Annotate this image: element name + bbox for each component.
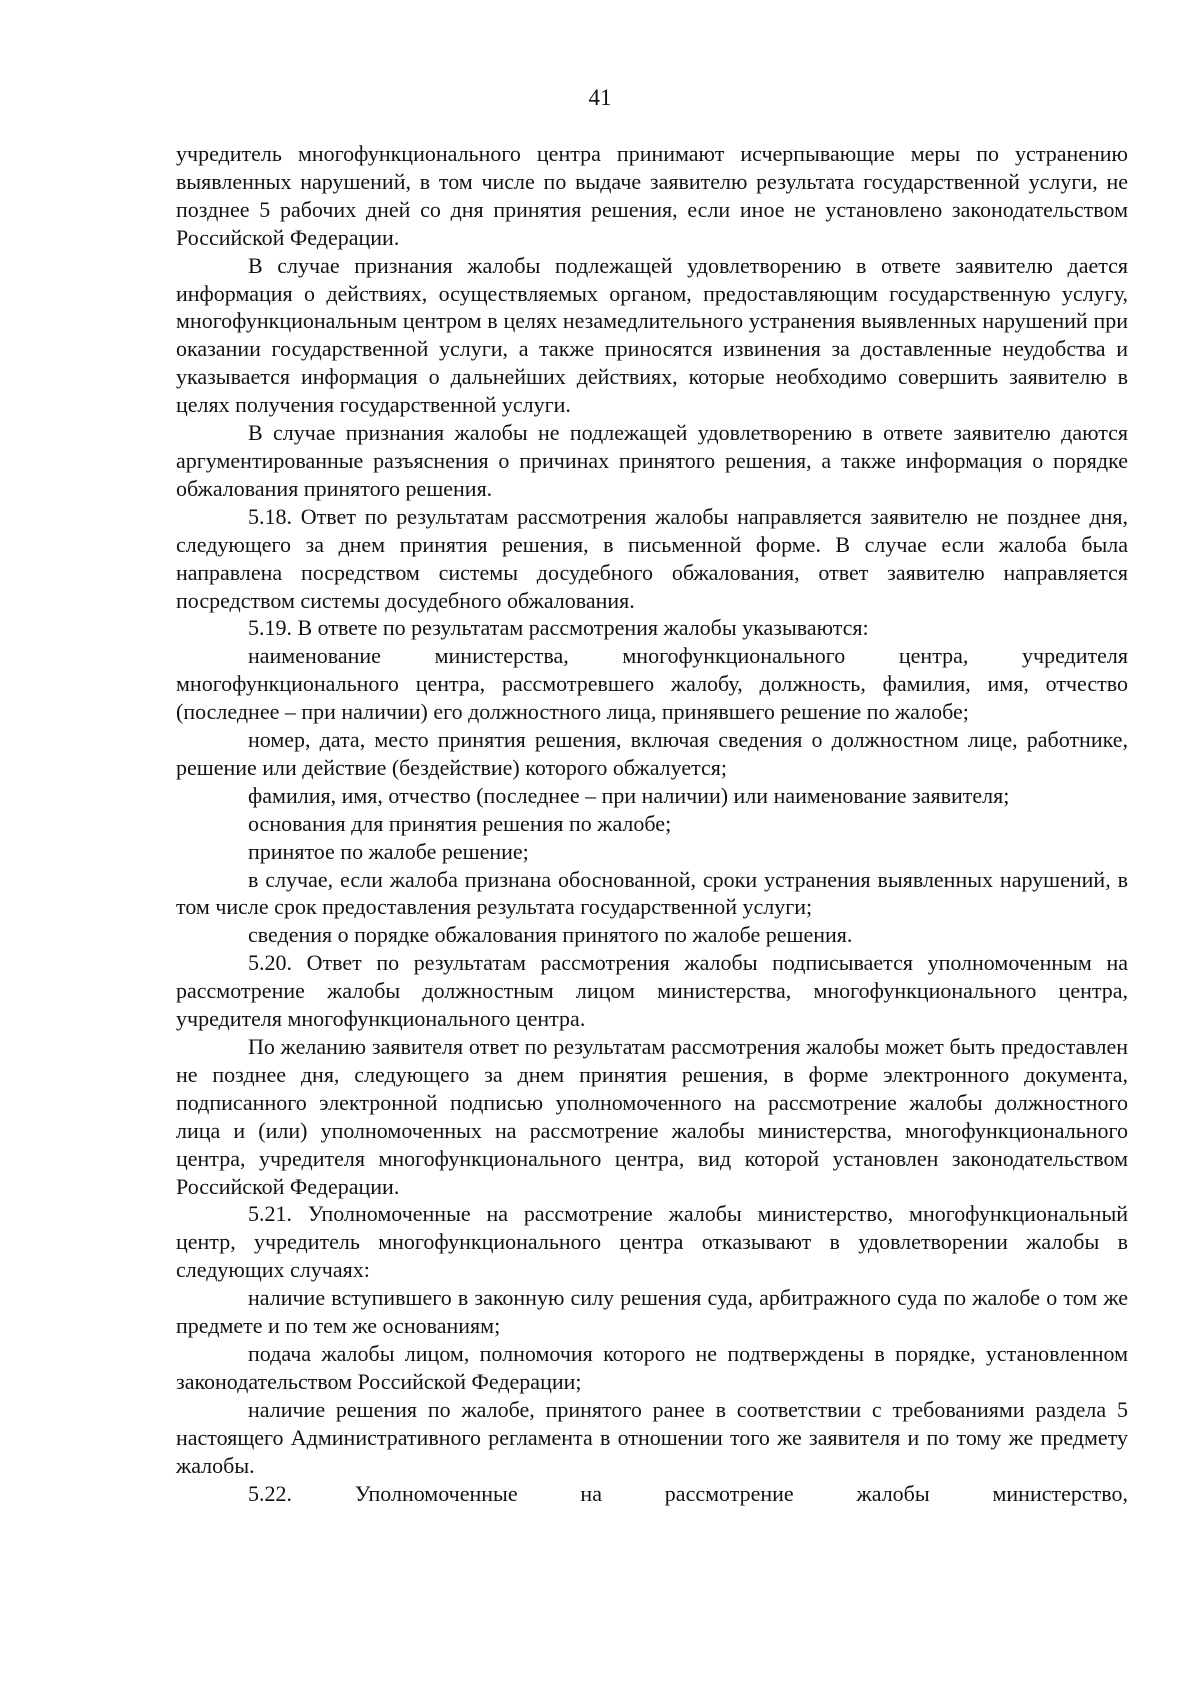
- list-item: наименование министерства, многофункционального центра, учредителя многофункционального центра, рассмотревшего жалобу, должность, фамилия, имя, отчество (последнее – при наличии) его должностного лица, принявшего решение по жалобе;: [176, 643, 1128, 725]
- paragraph-5-18: 5.18. Ответ по результатам рассмотрения жалобы направляется заявителю не позднее дня, следующего за днем принятия решения, в письменной форме. В случае если жалоба была направлена посредством системы досудебного обжалования, ответ заявителю направляется посредством системы досудебного обжалования.: [176, 503, 1128, 613]
- list-item: номер, дата, место принятия решения, включая сведения о должностном лице, работнике, решение или действие (бездействие) которого обжалуется;: [176, 727, 1128, 780]
- list-item: фамилия, имя, отчество (последнее – при наличии) или наименование заявителя;: [248, 782, 1010, 808]
- paragraph: В случае признания жалобы не подлежащей удовлетворению в ответе заявителю даются аргументированные разъяснения о причинах принятого решения, а также информация о порядке обжалования принятого решения.: [176, 420, 1128, 501]
- list-item: принятое по жалобе решение;: [248, 838, 529, 864]
- list-item: сведения о порядке обжалования принятого по жалобе решения.: [248, 922, 853, 948]
- list-item: основания для принятия решения по жалобе;: [248, 810, 672, 836]
- paragraph-5-20: 5.20. Ответ по результатам рассмотрения жалобы подписывается уполномоченным на рассмотрение жалобы должностным лицом министерства, многофункционального центра, учредителя многофункционального центра.: [176, 950, 1128, 1032]
- paragraph-5-19: 5.19. В ответе по результатам рассмотрения жалобы указываются:: [248, 615, 869, 641]
- list-item: в случае, если жалоба признана обоснованной, сроки устранения выявленных нарушений, в том числе срок предоставления результата государственной услуги;: [176, 866, 1128, 920]
- paragraph: учредитель многофункционального центра принимают исчерпывающие меры по устранению выявленных нарушений, в том числе по выдаче заявителю результата государственной услуги, не позднее 5 рабочих дней со дня принятия решения, если иное не установлено законодательством Российской Федерации.: [176, 141, 1128, 250]
- document-body: [176, 140, 1128, 1507]
- paragraph-5-21: 5.21. Уполномоченные на рассмотрение жалобы министерство, многофункциональный центр, учредитель многофункционального центра отказывают в удовлетворении жалобы в следующих случаях:: [176, 1201, 1128, 1283]
- list-item: наличие решения по жалобе, принятого ранее в соответствии с требованиями раздела 5 настоящего Административного регламента в отношении того же заявителя и по тому же предмету жалобы.: [176, 1396, 1128, 1478]
- list-item: подача жалобы лицом, полномочия которого не подтверждены в порядке, установленном законодательством Российской Федерации;: [176, 1340, 1128, 1394]
- page-number: 41: [588, 85, 612, 110]
- paragraph: В случае признания жалобы подлежащей удовлетворению в ответе заявителю дается информация о действиях, осуществляемых органом, предоставляющим государственную услугу, многофункциональным центром в целях незамедлительного устранения выявленных нарушений при оказании государственной услуги, а также приносятся извинения за доставленные неудобства и указывается информация о дальнейших действиях, которые необходимо совершить заявителю в целях получения государственной услуги.: [176, 252, 1128, 418]
- paragraph-5-22: 5.22. Уполномоченные на рассмотрение жалобы министерство,: [248, 1480, 1128, 1506]
- list-item: наличие вступившего в законную силу решения суда, арбитражного суда по жалобе о том же предмете и по тем же основаниям;: [176, 1285, 1128, 1339]
- paragraph: По желанию заявителя ответ по результатам рассмотрения жалобы может быть предоставлен не позднее дня, следующего за днем принятия решения, в форме электронного документа, подписанного электронной подписью уполномоченного на рассмотрение жалобы должностного лица и (или) уполномоченных на рассмотрение жалобы министерства, многофункционального центра, учредителя многофункционального центра, вид которой установлен законодательством Российской Федерации.: [176, 1034, 1128, 1199]
